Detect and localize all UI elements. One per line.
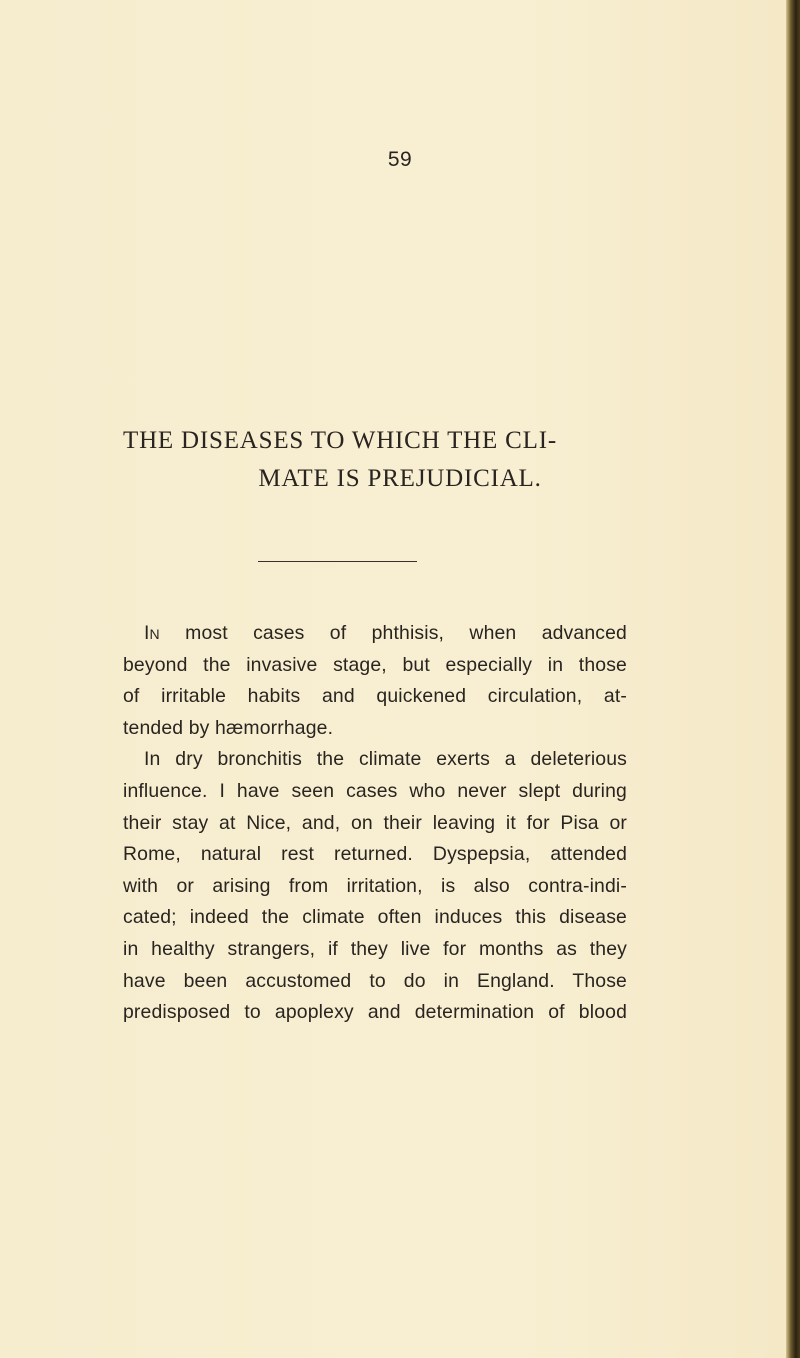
drop-word: In xyxy=(144,622,160,644)
body-line: in healthy strangers, if they live for months as they xyxy=(123,937,627,960)
body-line: their stay at Nice, and, on their leaving it for Pisa or xyxy=(123,811,627,834)
heading-divider xyxy=(258,561,417,562)
body-line: tended by hæmorrhage. xyxy=(123,716,334,739)
page-number: 59 xyxy=(387,148,413,171)
body-text xyxy=(123,618,627,1029)
chapter-heading-line-2: MATE IS PREJUDICIAL. xyxy=(258,465,542,492)
body-line: In dry bronchitis the climate exerts a deleterious xyxy=(144,748,627,771)
book-spine-edge xyxy=(786,0,800,1358)
body-line: of irritable habits and quickened circulation, at- xyxy=(123,685,627,708)
body-line: with or arising from irritation, is also contra-indi- xyxy=(123,874,627,897)
body-line: cated; indeed the climate often induces this disease xyxy=(123,906,627,929)
chapter-heading-line-1: THE DISEASES TO WHICH THE CLI- xyxy=(123,427,557,454)
body-line: beyond the invasive stage, but especially in those xyxy=(123,653,627,676)
body-line: have been accustomed to do in England. Those xyxy=(123,969,627,992)
body-line: Rome, natural rest returned. Dyspepsia, attended xyxy=(123,843,627,866)
body-line xyxy=(123,618,627,650)
body-line: predisposed to apoplexy and determination of blood xyxy=(123,1001,627,1024)
chapter-heading xyxy=(123,422,580,498)
first-line-text: most cases of phthisis, when advanced xyxy=(159,622,627,644)
body-line: influence. I have seen cases who never slept during xyxy=(123,779,627,802)
